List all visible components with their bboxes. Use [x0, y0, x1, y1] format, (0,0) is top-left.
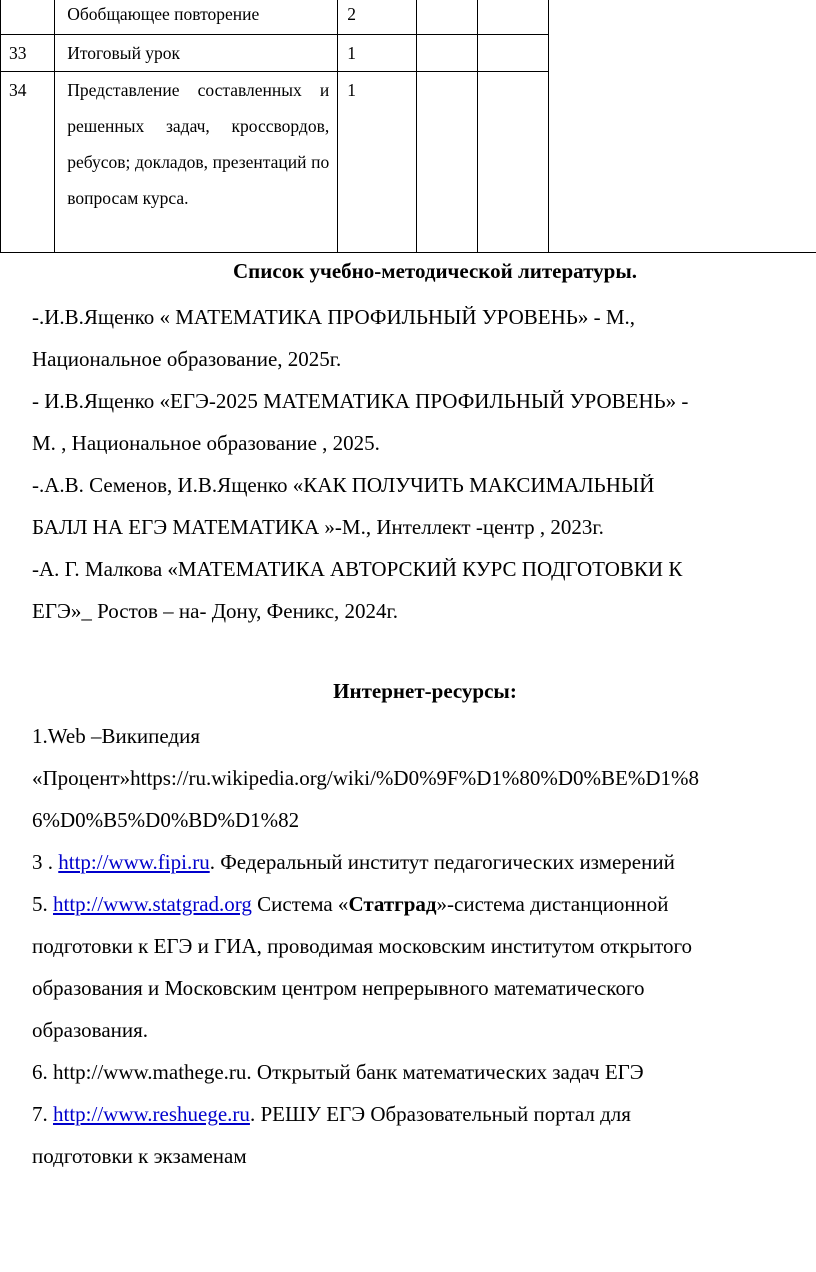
resource-description: »-система дистанционной	[436, 892, 669, 916]
row-hours-cell: 1	[338, 72, 416, 253]
row-number-cell	[1, 0, 55, 35]
resource-description: . РЕШУ ЕГЭ Образовательный портал для	[249, 1102, 631, 1126]
row-hours-cell: 1	[338, 35, 416, 72]
literature-line: ЕГЭ»_ Ростов – на- Дону, Феникс, 2024г.	[32, 599, 399, 623]
resource-line: «Процент»https://ru.wikipedia.org/wiki/%D0%9F%D1%80%D0%BE%D1%8	[32, 766, 700, 790]
row-topic-cell: Представление составленных и решенных задач, кроссвордов, ребусов; докладов, презентаций по вопросам курса.	[55, 72, 338, 253]
internet-resources-title: Интернет-ресурсы:	[333, 679, 517, 703]
empty-cell	[549, 0, 816, 253]
fipi-link[interactable]: http://www.fipi.ru	[58, 850, 210, 874]
empty-cell	[478, 35, 549, 72]
literature-line: БАЛЛ НА ЕГЭ МАТЕМАТИКА »-М., Интеллект -центр , 2023г.	[32, 515, 604, 539]
reshuege-link[interactable]: http://www.reshuege.ru	[53, 1102, 250, 1126]
resource-number: 7.	[32, 1102, 53, 1126]
lesson-plan-table	[0, 0, 816, 253]
statgrad-link[interactable]: http://www.statgrad.org	[53, 892, 252, 916]
literature-list	[32, 296, 816, 632]
resource-line-fipi	[32, 841, 816, 883]
resource-line: подготовки к ЕГЭ и ГИА, проводимая московским институтом открытого	[32, 934, 693, 958]
resource-line-statgrad	[32, 883, 816, 925]
resource-line-reshuege	[32, 1093, 816, 1135]
resource-line: подготовки к экзаменам	[32, 1144, 247, 1168]
row-topic-cell: Итоговый урок	[55, 35, 338, 72]
resource-line: образования и Московским центром непрерывного математического	[32, 976, 645, 1000]
row-number-cell: 33	[1, 35, 55, 72]
resource-line: образования.	[32, 1018, 149, 1042]
literature-line: -А. Г. Малкова «МАТЕМАТИКА АВТОРСКИЙ КУРС ПОДГОТОВКИ К	[32, 557, 683, 581]
internet-resources-list	[32, 715, 816, 1177]
empty-cell	[416, 72, 477, 253]
resource-number: 5.	[32, 892, 53, 916]
literature-line: - И.В.Ященко «ЕГЭ-2025 МАТЕМАТИКА ПРОФИЛЬНЫЙ УРОВЕНЬ» -	[32, 389, 689, 413]
resource-line: 1.Web –Википедия	[32, 724, 201, 748]
statgrad-name: Статград	[348, 892, 437, 916]
literature-line: -.А.В. Семенов, И.В.Ященко «КАК ПОЛУЧИТЬ МАКСИМАЛЬНЫЙ	[32, 473, 655, 497]
empty-cell	[416, 35, 477, 72]
table-row	[1, 0, 816, 35]
literature-title: Список учебно-методической литературы.	[232, 259, 637, 283]
row-topic-cell: Обобщающее повторение	[55, 0, 338, 35]
literature-line: М. , Национальное образование , 2025.	[32, 431, 380, 455]
resource-number: 3 .	[32, 850, 59, 874]
resource-description: . Федеральный институт педагогических измерений	[209, 850, 675, 874]
literature-line: Национальное образование, 2025г.	[32, 347, 342, 371]
row-hours-cell: 2	[338, 0, 416, 35]
resource-line-mathege: 6. http://www.mathege.ru. Открытый банк математических задач ЕГЭ	[32, 1060, 644, 1084]
literature-line: -.И.В.Ященко « МАТЕМАТИКА ПРОФИЛЬНЫЙ УРОВЕНЬ» - М.,	[32, 305, 636, 329]
resource-line: 6%D0%B5%D0%BD%D1%82	[32, 808, 300, 832]
resource-description: Система «	[251, 892, 349, 916]
empty-cell	[416, 0, 477, 35]
empty-cell	[478, 0, 549, 35]
empty-cell	[478, 72, 549, 253]
row-number-cell: 34	[1, 72, 55, 253]
